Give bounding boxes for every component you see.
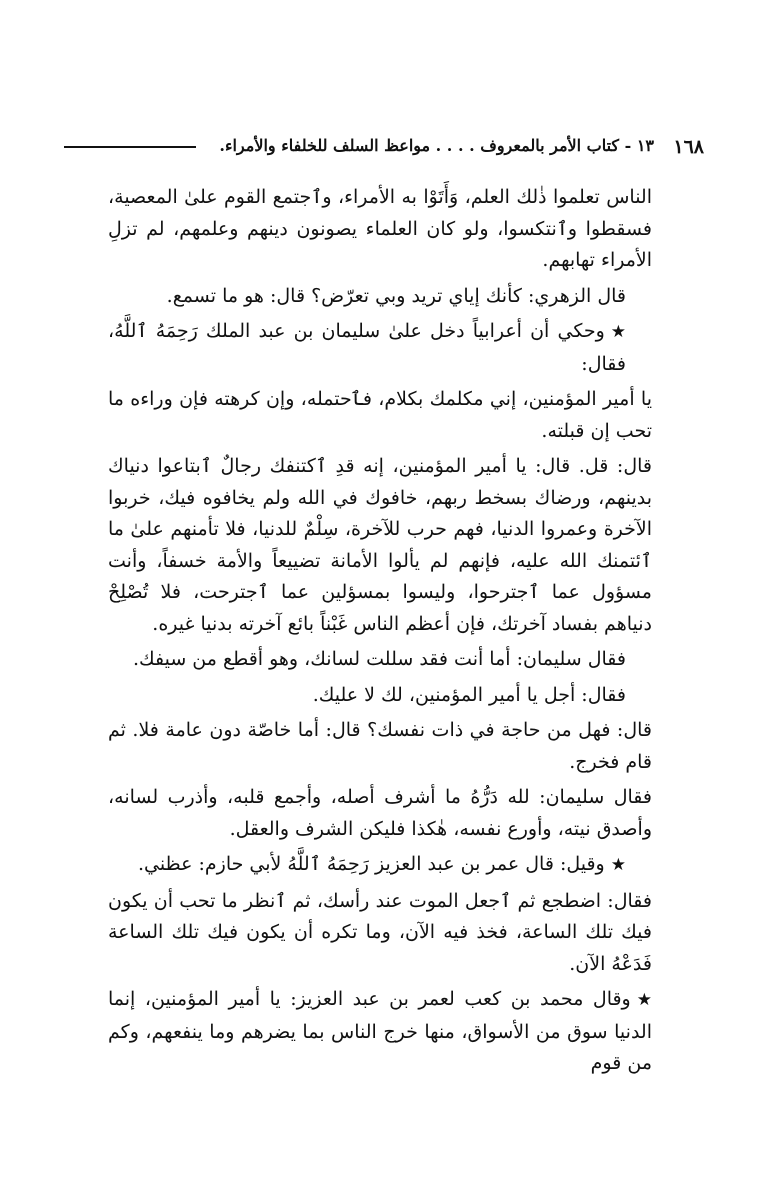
paragraph-text: قال: فهل من حاجة في ذات نفسك؟ قال: أما خاصّة دون عامة فلا. ثم قام فخرج. bbox=[108, 719, 652, 773]
running-header bbox=[64, 134, 704, 166]
paragraph-text: يا أمير المؤمنين، إني مكلمك بكلام، فٱحتمله، وإن كرهته فإن وراءه ما تحب إن قبلته. bbox=[108, 388, 652, 442]
paragraph bbox=[108, 782, 652, 845]
paragraph bbox=[108, 715, 652, 778]
paragraph-text: فقال: أجل يا أمير المؤمنين، لك لا عليك. bbox=[312, 683, 626, 706]
paragraph-text: وقيل: قال عمر بن عبد العزيز رَحِمَهُ ٱللَّهُ لأبي حازم: عظني. bbox=[137, 853, 605, 875]
header-rule bbox=[64, 146, 196, 148]
star-icon: ★ bbox=[610, 855, 626, 875]
paragraph bbox=[108, 644, 652, 676]
paragraph bbox=[108, 680, 652, 712]
star-icon: ★ bbox=[636, 990, 652, 1010]
body-text bbox=[108, 182, 652, 1084]
paragraph-text: قال: قل. قال: يا أمير المؤمنين، إنه قدِ ٱكتنفك رجالٌ ٱبتاعوا دنياك بدينهم، ورضاك بسخط ربهم، خافوك في الله ولم يخافوه فيك، خربوا الآخرة وعمروا الدنيا، فهم حرب للآخرة، سِلْمٌ للدنيا، فلا تأمنهم علىٰ ما ٱئتمنك الله عليه، فإنهم لم يألوا الأمانة تضييعاً والأمة خسفاً، وأنت مسؤول عما ٱجترحوا، وليسوا بمسؤلين عما ٱجترحت، فلا تُصْلِحْ دنياهم بفساد آخرتك، فإن أعظم الناس غَبْناً بائع آخرته بدنيا غيره. bbox=[108, 455, 652, 635]
chapter-title: ١٣ - كتاب الأمر بالمعروف . . . . مواعظ السلف للخلفاء والأمراء. bbox=[219, 136, 654, 155]
paragraph bbox=[108, 849, 652, 882]
paragraph bbox=[108, 316, 652, 380]
paragraph bbox=[108, 281, 652, 313]
paragraph-text: فقال سليمان: لله دَرُّهُ ما أشرف أصله، وأجمع قلبه، وأذرب لسانه، وأصدق نيته، وأورع نفسه، هٰكذا فليكن الشرف والعقل. bbox=[108, 786, 652, 840]
paragraph-text: قال الزهري: كأنك إياي تريد وبي تعرّض؟ قال: هو ما تسمع. bbox=[166, 284, 626, 307]
paragraph bbox=[108, 451, 652, 640]
paragraph-text: الناس تعلموا ذٰلك العلم، وَأَتَوْا به الأمراء، وٱجتمع القوم علىٰ المعصية، فسقطوا وٱنتكسوا، ولو كان العلماء يصونون دينهم وعلمهم، لم تزلِ الأمراء تهابهم. bbox=[108, 186, 652, 271]
paragraph bbox=[108, 182, 652, 277]
paragraph-text: وقال محمد بن كعب لعمر بن عبد العزيز: يا أمير المؤمنين، إنما الدنيا سوق من الأسواق، منها خرج الناس بما يضرهم وما ينفعهم، وكم من قوم bbox=[108, 988, 652, 1074]
paragraph-text: وحكي أن أعرابياً دخل علىٰ سليمان بن عبد الملك رَحِمَهُ ٱللَّهُ، فقال: bbox=[108, 320, 626, 375]
paragraph bbox=[108, 384, 652, 447]
paragraph-text: فقال: اضطجع ثم ٱجعل الموت عند رأسك، ثم ٱنظر ما تحب أن يكون فيك تلك الساعة، فخذ فيه الآن، وما تكره أن يكون فيك تلك الساعة فَدَعْهُ الآن. bbox=[108, 889, 652, 975]
page-number: ١٦٨ bbox=[673, 136, 704, 158]
paragraph bbox=[108, 886, 652, 981]
paragraph-text: فقال سليمان: أما أنت فقد سللت لسانك، وهو أقطع من سيفك. bbox=[132, 648, 626, 670]
paragraph bbox=[108, 984, 652, 1080]
star-icon: ★ bbox=[610, 322, 626, 342]
